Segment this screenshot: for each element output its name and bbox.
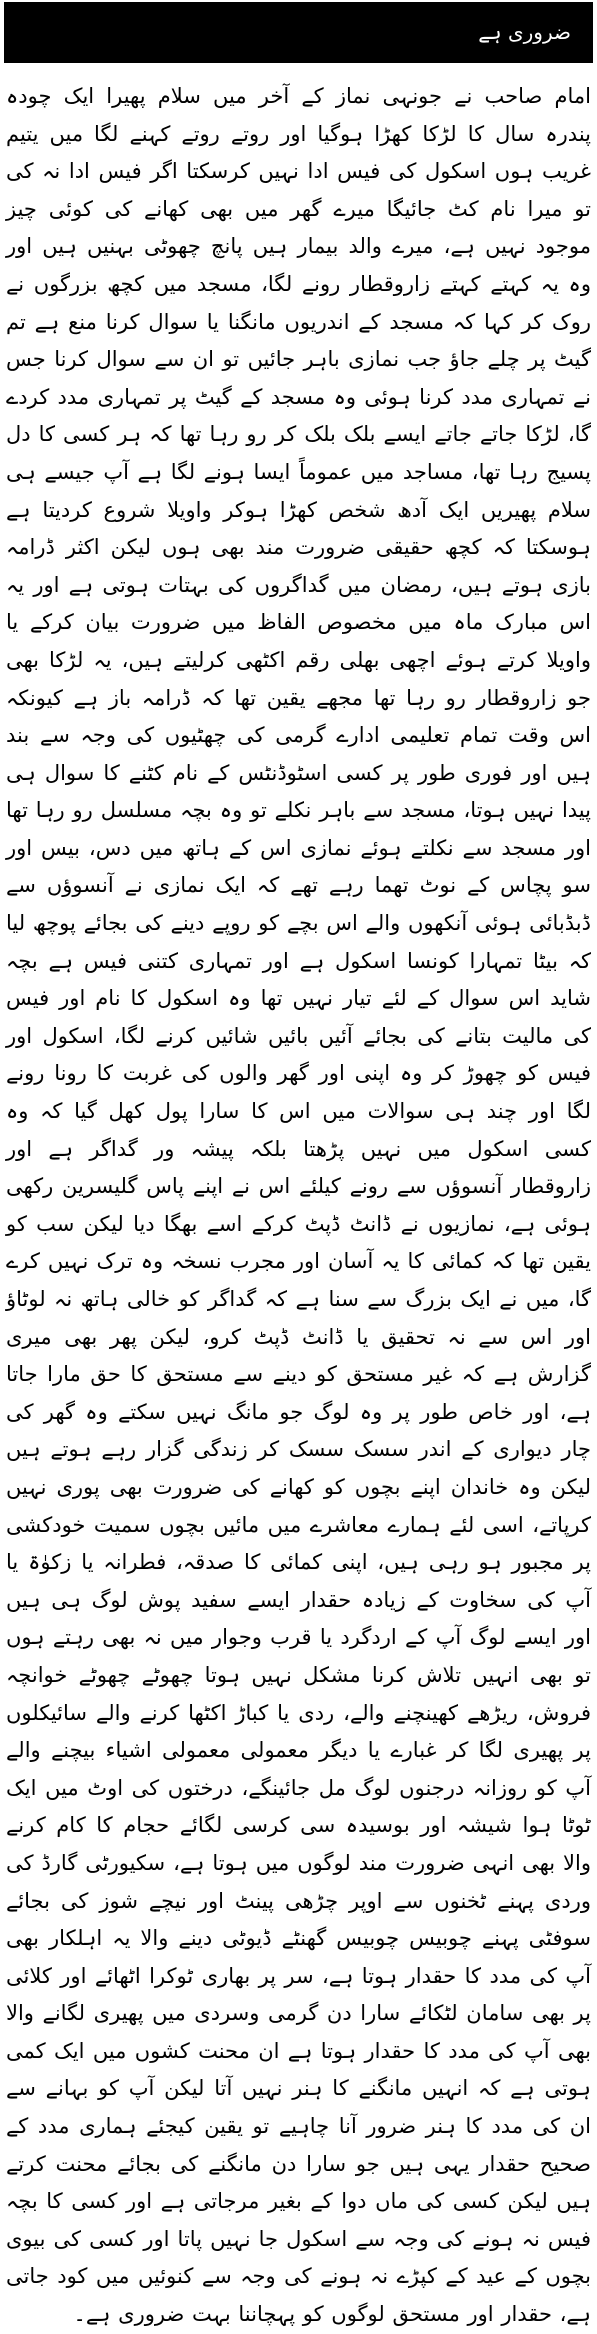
title-bar xyxy=(4,2,593,63)
article-body: امام صاحب نے جونہی نماز کے آخر میں سلام پھیرا ایک چودہ پندرہ سال کا لڑکا کھڑا ہوگیا اور روتے روتے کہنے لگا میں یتیم غریب ہوں اسکول کی فیس ادا نہیں کرسکتا اگر فیس ادا نہ کی تو میرا نام کٹ جائیگا میرے گھر میں بھی کھانے کی کوئی چیز موجود نہیں ہے، میرے والد بیمار ہیں پانچ چھوٹی بہنیں ہیں اور وہ یہ کہتے کہتے زاروقطار رونے لگا، مسجد میں کچھ بزرگوں نے روک کر کہا کہ مسجد کے اندریوں مانگنا یا سوال کرنا منع ہے تم گیٹ پر چلے جاؤ جب نمازی باہر جائیں تو ان سے سوال کرنا جس نے تمہاری مدد کرنا ہوئی وہ مسجد کے گیٹ پر تمہاری مدد کردے گا، لڑکا جاتے جاتے ایسے بلک بلک کر رو رہا تھا کہ ہر کسی کا دل پسیج رہا تھا، مساجد میں عموماً ایسا ہونے لگا ہے آپ جیسے ہی سلام پھیریں ایک آدھ شخص کھڑا ہوکر واویلا شروع کردیتا ہے ہوسکتا کہ کچھ حقیقی ضرورت مند بھی ہوں لیکن اکثر ڈرامہ بازی ہوتے ہیں، رمضان میں گداگروں کی بہتات ہوتی ہے اور یہ اس مبارک ماہ میں مخصوص الفاظ میں ضرورت بیان کرکے یا واویلا کرتے ہوئے اچھی بھلی رقم اکٹھی کرلیتے ہیں، یہ لڑکا بھی جو زاروقطار رو رہا تھا مجھے یقین تھا کہ ڈرامہ باز ہے کیونکہ اس وقت تمام تعلیمی ادارے گرمی کی چھٹیوں کی وجہ سے بند ہیں اور فوری طور پر کسی اسٹوڈنٹس کے نام کٹنے کا سوال ہی پیدا نہیں ہوتا، مسجد سے باہر نکلے تو وہ بچہ مسلسل رو رہا تھا اور مسجد سے نکلتے ہوئے نمازی اس کے ہاتھ میں دس، بیس اور سو پچاس کے نوٹ تھما رہے تھے کہ ایک نمازی نے آنسوؤں سے ڈبڈبائی ہوئی آنکھوں والے اس بچے کو روپے دینے کی بجائے پوچھ لیا کہ بیٹا تمہارا کونسا اسکول ہے اور تمہاری کتنی فیس ہے بچہ شاید اس سوال کے لئے تیار نہیں تھا وہ اسکول کا نام اور فیس کی مالیت بتانے کی بجائے آئیں بائیں شائیں کرنے لگا، اسکول اور فیس کو چھوڑ کر وہ اپنی اور گھر والوں کی غربت کا رونا رونے لگا اور چند ہی سوالات میں اس کا سارا پول کھل گیا کہ وہ کسی اسکول میں نہیں پڑھتا بلکہ پیشہ ور گداگر ہے اور زاروقطار آنسوؤں سے رونے کیلئے اس نے اپنے پاس گلیسرین رکھی ہوئی ہے، نمازیوں نے ڈانٹ ڈپٹ کرکے اسے بھگا دیا لیکن سب کو یقین تھا کہ کمائی کا یہ آسان اور مجرب نسخہ وہ ترک نہیں کرے گا، میں نے ایک بزرگ سے سنا ہے کہ گداگر کو خالی ہاتھ نہ لوٹاؤ اور اس سے نہ تحقیق یا ڈانٹ ڈپٹ کرو، لیکن پھر بھی میری گزارش ہے کہ غیر مستحق کو دینے سے مستحق کا حق مارا جاتا ہے، اور خاص طور پر وہ لوگ جو مانگ نہیں سکتے وہ گھر کی چار دیواری کے اندر سسک سسک کر زندگی گزار رہے ہوتے ہیں لیکن وہ خاندان اپنے بچوں کو کھانے کی ضرورت بھی پوری نہیں کرپاتے، اسی لئے ہمارے معاشرے میں مائیں بچوں سمیت خودکشی پر مجبور ہو رہی ہیں، اپنی کمائی کا صدقہ، فطرانہ یا زکوٰۃ یا آپ کی سخاوت کے زیادہ حقدار ایسے سفید پوش لوگ ہی ہیں اور ایسے لوگ آپ کے اردگرد یا قرب وجوار میں نہ بھی رہتے ہوں تو بھی انہیں تلاش کرنا مشکل نہیں ہوتا چھوٹے چھوٹے خوانچہ فروش، ریڑھے کھینچنے والے، ردی یا کباڑ اکٹھا کرنے والے سائیکلوں پر پھیری لگا کر غبارے یا دیگر معمولی معمولی اشیاء بیچنے والے آپ کو روزانہ درجنوں لوگ مل جائینگے، درختوں کی اوٹ میں ایک ٹوٹا ہوا شیشہ اور بوسیدہ سی کرسی لگائے حجام کا کام کرنے والا بھی انہی ضرورت مند لوگوں میں ہوتا ہے، سکیورٹی گارڈ کی وردی پہنے ٹخنوں سے اوپر چڑھی پینٹ اور نیچے شوز کی بجائے سوفٹی پہنے چوبیس چوبیس گھنٹے ڈیوٹی دینے والا یہ اہلکار بھی آپ کی مدد کا حقدار ہوتا ہے، سر پر بھاری ٹوکرا اٹھائے اور کلائی پر بھی سامان لٹکائے سارا دن گرمی وسردی میں پھیری لگانے والا بھی آپ کی مدد کا حقدار ہوتا ہے ان محنت کشوں میں ایک کمی ہوتی ہے کہ انہیں مانگنے کا ہنر نہیں آتا لیکن آپ کو بہانے سے ان کی مدد کا ہنر ضرور آنا چاہیے تو یقین کیجئے ہماری مدد کے صحیح حقدار یہی ہیں جو سارا دن مانگنے کی بجائے محنت کرتے ہیں لیکن کسی کی ماں دوا کے بغیر مرجاتی ہے اور کسی کا بچہ فیس نہ ہونے کی وجہ سے اسکول جا نہیں پاتا اور کسی کی بیوی بچوں کے عید کے کپڑے نہ ہونے کی وجہ سے کنوئیں میں کود جاتی ہے، حقدار اور مستحق لوگوں کو پہچاننا بہت ضروری ہے۔ xyxy=(6,84,591,2327)
page-title: ضروری ہے xyxy=(478,20,571,44)
